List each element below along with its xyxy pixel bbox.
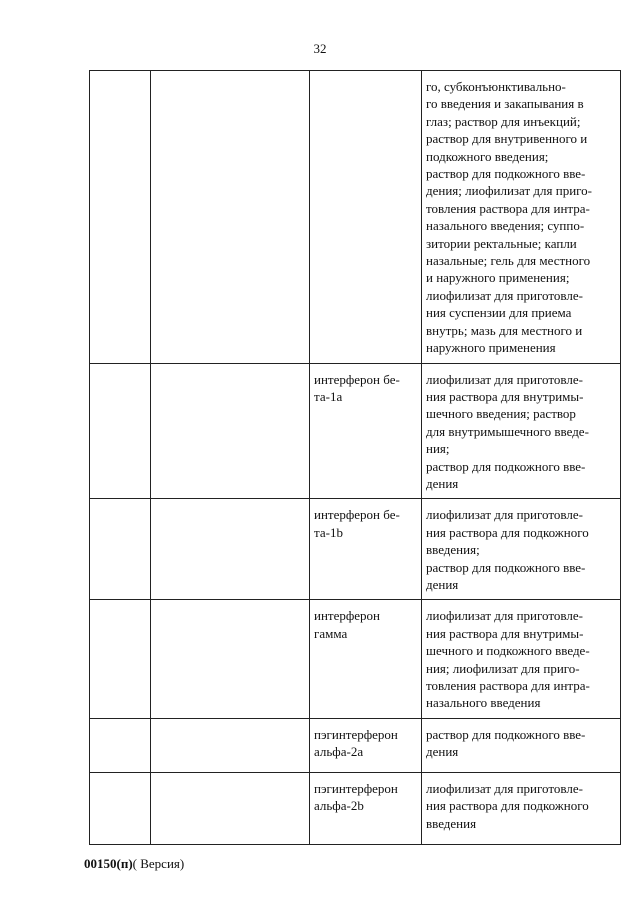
dosage-form-line: товления раствора для интра-	[426, 200, 590, 216]
dosage-form-line: подкожного введения;	[426, 148, 549, 164]
dosage-form-line: раствор для подкожного вве-	[426, 166, 586, 182]
code-cell	[90, 363, 151, 499]
dosage-form-line: раствор для подкожного вве-	[426, 559, 586, 575]
dosage-form-line: лиофилизат для приготовле-	[426, 780, 583, 796]
dosage-form-line: лиофилизат для приготовле-	[426, 507, 583, 523]
dosage-form-line: шечного и подкожного введе-	[426, 643, 590, 659]
dosage-form-line: и наружного применения;	[426, 270, 570, 286]
drug-name-cell	[310, 772, 422, 844]
code-cell	[90, 718, 151, 772]
dosage-form-line: ния раствора для подкожного	[426, 798, 589, 814]
table-row	[90, 600, 621, 718]
dosage-form-line: для внутримышечного введе-	[426, 423, 589, 439]
dosage-form-cell	[422, 363, 621, 499]
code-cell	[90, 772, 151, 844]
group-cell	[151, 499, 310, 600]
group-cell	[151, 600, 310, 718]
dosage-form-line: го введения и закапывания в	[426, 96, 584, 112]
dosage-form-line: лиофилизат для приготовле-	[426, 287, 583, 303]
table-row	[90, 772, 621, 844]
dosage-form-line: глаз; раствор для инъекций;	[426, 113, 581, 129]
document-code: 00150(п)	[84, 856, 133, 871]
drug-name-cell	[310, 718, 422, 772]
dosage-form-line: шечного введения; раствор	[426, 406, 576, 422]
drug-name-line: та-1а	[314, 388, 343, 404]
dosage-form-line: дения	[426, 475, 459, 491]
drug-name-line: пэгинтерферон	[314, 726, 398, 742]
dosage-form-line: раствор для подкожного вве-	[426, 458, 586, 474]
table-row	[90, 499, 621, 600]
code-cell	[90, 499, 151, 600]
table-row	[90, 71, 621, 364]
code-cell	[90, 71, 151, 364]
table-row	[90, 363, 621, 499]
dosage-form-line: ния раствора для внутримы-	[426, 625, 584, 641]
drug-name-line: интерферон бе-	[314, 507, 400, 523]
dosage-form-line: раствор для подкожного вве-	[426, 726, 586, 742]
dosage-form-line: ния раствора для подкожного	[426, 524, 589, 540]
dosage-form-line: ния суспензии для приема	[426, 305, 572, 321]
dosage-form-line: ния; лиофилизат для приго-	[426, 660, 580, 676]
group-cell	[151, 363, 310, 499]
dosage-form-line: лиофилизат для приготовле-	[426, 608, 583, 624]
dosage-form-line: зитории ректальные; капли	[426, 235, 577, 251]
drug-name-line: альфа-2а	[314, 744, 364, 760]
drug-name-line: пэгинтерферон	[314, 780, 398, 796]
table-row	[90, 718, 621, 772]
drug-name-line: та-1b	[314, 524, 343, 540]
dosage-form-cell	[422, 772, 621, 844]
dosage-form-line: назальные; гель для местного	[426, 253, 591, 269]
group-cell	[151, 71, 310, 364]
drug-name-line: интерферон	[314, 608, 381, 624]
dosage-form-cell	[422, 600, 621, 718]
dosage-form-line: дения	[426, 576, 459, 592]
dosage-form-line: назального введения; суппо-	[426, 218, 585, 234]
dosage-form-cell	[422, 718, 621, 772]
version-label: ( Версия)	[132, 856, 185, 871]
dosage-form-line: ния раствора для внутримы-	[426, 388, 584, 404]
dosage-form-line: внутрь; мазь для местного и	[426, 322, 583, 338]
drug-name-line: интерферон бе-	[314, 371, 400, 387]
group-cell	[151, 772, 310, 844]
drug-name-cell	[310, 499, 422, 600]
drug-name-cell	[310, 71, 422, 364]
dosage-form-cell	[422, 71, 621, 364]
code-cell	[90, 600, 151, 718]
dosage-form-line: раствор для внутривенного и	[426, 131, 588, 147]
dosage-form-line: наружного применения	[426, 340, 556, 356]
drug-table	[89, 70, 621, 845]
drug-name-line: альфа-2b	[314, 798, 364, 814]
group-cell	[151, 718, 310, 772]
dosage-form-line: дения; лиофилизат для приго-	[426, 183, 592, 199]
drug-name-cell	[310, 600, 422, 718]
page-number: 32	[313, 41, 327, 56]
dosage-form-line: дения	[426, 744, 459, 760]
dosage-form-line: введения;	[426, 542, 480, 558]
dosage-form-cell	[422, 499, 621, 600]
drug-name-cell	[310, 363, 422, 499]
document-footer	[84, 856, 184, 872]
dosage-form-line: назального введения	[426, 695, 541, 711]
dosage-form-line: ния;	[426, 441, 450, 457]
dosage-form-line: го, субконъюнктивально-	[426, 79, 566, 94]
dosage-form-line: лиофилизат для приготовле-	[426, 371, 583, 387]
dosage-form-line: товления раствора для интра-	[426, 678, 590, 693]
dosage-form-line: введения	[426, 815, 477, 831]
drug-name-line: гамма	[314, 625, 348, 641]
